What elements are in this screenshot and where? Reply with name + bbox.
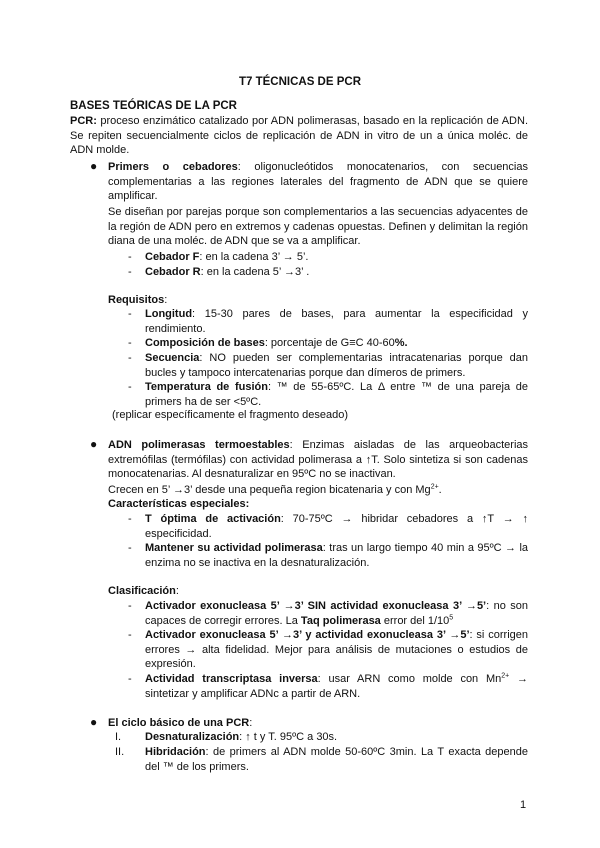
ciclo-hibridacion: Hibridación: de primers al ADN molde 50-60ºC 3min. La T exacta depende del ™ de los primers. <box>145 746 528 773</box>
dash-marker: - <box>128 381 132 393</box>
primers-definition <box>108 160 528 204</box>
req-secuencia: Secuencia: NO pueden ser complementarias intracatenarias porque dan bucles y tampoco intercatenarias porque dan dímeros de primers. <box>145 352 528 379</box>
ciclo-desnaturalizacion: Desnaturalización: ↑ t y T. 95ºC a 30s. <box>145 731 338 743</box>
bullet-polimerasas: ● <box>90 437 98 451</box>
dash-marker: - <box>128 308 132 320</box>
bullet-ciclo: ● <box>90 715 98 729</box>
primers-text: : oligonucleótidos monocatenarios, con secuencias complementarias a las regiones laterales del fragmento de ADN que se quiere amplificar. <box>108 161 528 203</box>
primers-design: Se diseñan por parejas porque son complementarios a las secuencias adyacentes de la región de ADN pero en extremos y cadenas opuestas. Definen y delimitan la región diana de una moléc. de ADN que se va a amplificar. <box>108 206 528 248</box>
req-composicion: Composición de bases: porcentaje de G≡C 40-60%. <box>145 337 408 349</box>
page-number: 1 <box>520 799 527 811</box>
requisitos-note: (replicar específicamente el fragmento deseado) <box>112 409 349 421</box>
caract-mantener: Mantener su actividad polimerasa: tras un largo tiempo 40 min a 95ºC → la enzima no se inactiva en la desnaturalización. <box>145 542 529 569</box>
pcr-text: proceso enzimático catalizado por ADN polimerasas, basado en la replicación de ADN. Se repiten secuencialmente ciclos de replicación de ADN in vitro de un a única moléc. de ADN molde. <box>70 115 528 157</box>
requisitos-heading: Requisitos: <box>108 294 168 306</box>
dash-marker: - <box>128 513 132 525</box>
roman-numeral: II. <box>115 746 125 758</box>
roman-numeral: I. <box>115 731 122 743</box>
dash-marker: - <box>128 352 132 364</box>
cebador-r: Cebador R: en la cadena 5’ →3’ . <box>145 266 310 278</box>
dash-marker: - <box>128 673 132 685</box>
polimerasas-crecen: Crecen en 5’ →3’ desde una pequeña region bicatenaria y con $Mg^{2+}$. <box>108 483 442 496</box>
ciclo-heading: El ciclo básico de una PCR: <box>108 717 253 729</box>
clas-con-exonucleasa: Activador exonucleasa 5’ →3’ y actividad exonucleasa 3’ →5’: si corrigen errores → alta fidelidad. Mejor para análisis de mutaciones o estudios de expresión. <box>145 629 528 671</box>
page-title: T7 TÉCNICAS DE PCR <box>238 76 362 88</box>
caract-t-optima: T óptima de activación: 70-75ºC → hibridar cebadores a ↑T → ↑ especificidad. <box>145 513 528 540</box>
dash-marker: - <box>128 629 132 641</box>
dash-marker: - <box>128 600 132 612</box>
clas-transcriptasa: Actividad transcriptasa inversa: usar ARN como molde con $Mn^{2+}$ → sintetizar y amplificar ADNc a partir de ARN. <box>145 672 528 700</box>
dash-marker: - <box>128 337 132 349</box>
primers-label: Primers o cebadores <box>108 161 238 173</box>
polimerasas-label: ADN polimerasas termoestables <box>108 439 290 451</box>
polimerasas-text: : Enzimas aisladas de las arqueobacterias extremófilas (termófilas) con actividad polimerasa a ↑T. Solo sintetiza si son cadenas monocatenarias. Al desnaturalizar en 95ºC no se inactivan. <box>108 439 529 481</box>
caracteristicas-heading: Características especiales: <box>108 498 250 510</box>
clas-sin-exonucleasa: Activador exonucleasa 5’ →3’ SIN actividad exonucleasa 3’ →5’: no son capaces de corregir errores. La Taq polimerasa error del $1/10^5$ <box>145 600 529 627</box>
req-temperatura: Temperatura de fusión: ™ de 55-65ºC. La Δ entre ™ de una pareja de primers ha de ser <5ºC. <box>145 381 528 408</box>
polimerasas-definition <box>108 438 528 482</box>
clasificacion-heading: Clasificación: <box>108 585 179 597</box>
cebador-f: Cebador F: en la cadena 3’ → 5’. <box>145 251 309 263</box>
bullet-primers: ● <box>90 159 98 173</box>
section-title: BASES TEÓRICAS DE LA PCR <box>70 100 237 112</box>
dash-marker: - <box>128 251 132 263</box>
pcr-label: PCR: <box>70 115 97 127</box>
req-longitud: Longitud: 15-30 pares de bases, para aumentar la especificidad y rendimiento. <box>145 308 528 335</box>
pcr-definition <box>70 114 528 158</box>
dash-marker: - <box>128 542 132 554</box>
dash-marker: - <box>128 266 132 278</box>
